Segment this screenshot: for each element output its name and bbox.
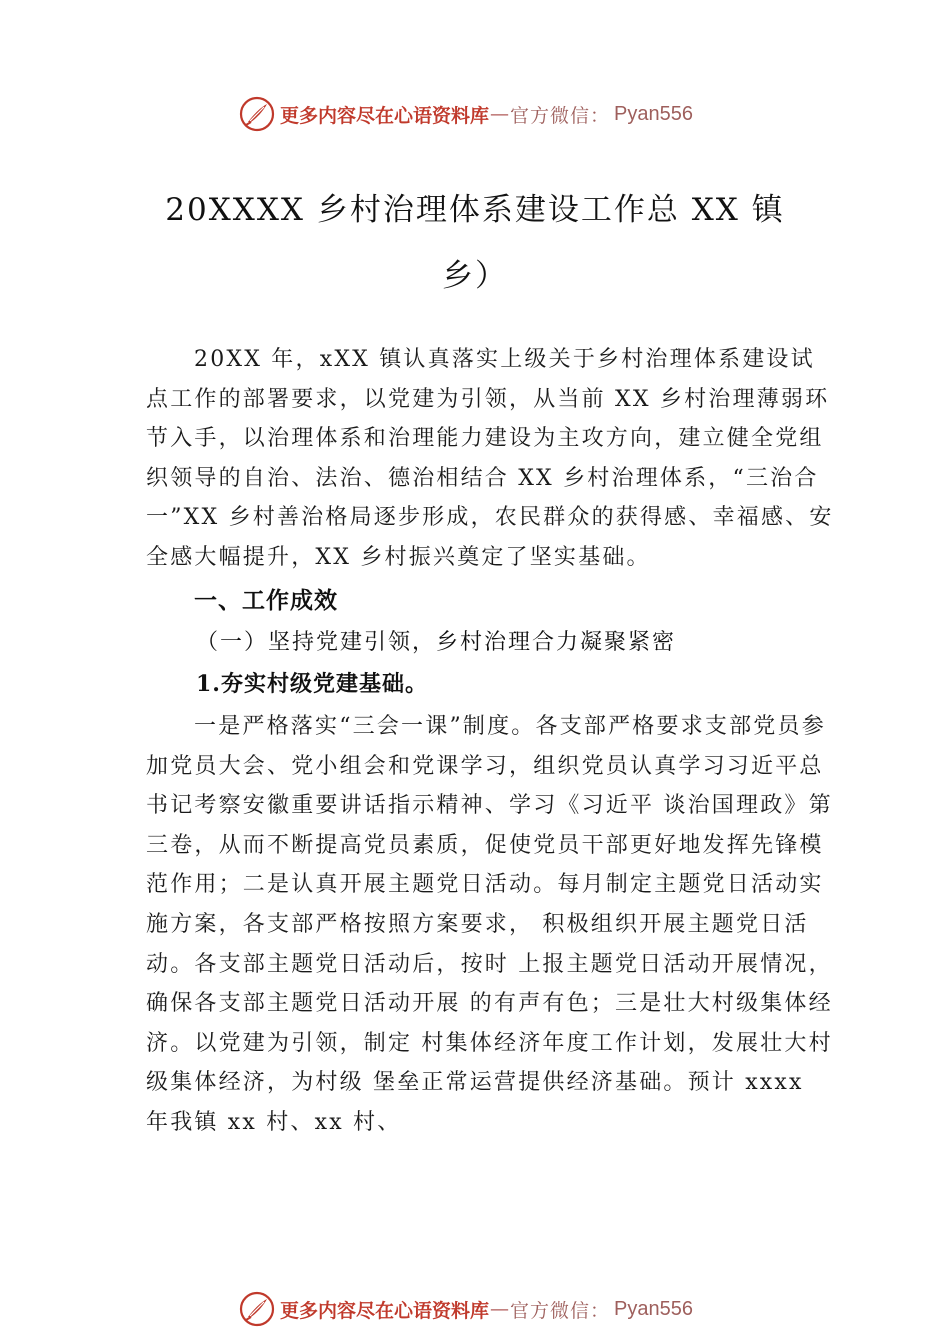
banner-dash: —	[490, 103, 510, 125]
document-title-line1: 20XXXX 乡村治理体系建设工作总 XX 镇	[165, 192, 785, 228]
wechat-label: 官方微信：	[510, 104, 611, 127]
header-watermark-banner	[238, 94, 693, 134]
library-slogan: 更多内容尽在心语资料库	[280, 1299, 490, 1322]
footer-watermark-banner	[238, 1289, 693, 1329]
intro-paragraph: 20XX 年，xXX 镇认真落实上级关于乡村治理体系建设试点工作的部署要求，以党建为引领，从当前 XX 乡村治理薄弱环节入手，以治理体系和治理能力建设为主攻方向，建立健全党组织领导的自治、法治、德治相结合 XX 乡村治理体系，“三治合一”XX 乡村善治格局逐步形成，农民群众的获得感、幸福感、安全感大幅提升，XX 乡村振兴奠定了坚实基础。	[146, 347, 834, 570]
wechat-label: 官方微信：	[510, 1299, 611, 1322]
item-heading: 1.夯实村级党建基础。	[196, 671, 428, 697]
body-paragraph: 一是严格落实“三会一课”制度。各支部严格要求支部党员参加党员大会、党小组会和党课学习，组织党员认真学习习近平总书记考察安徽重要讲话指示精神、学习《习近平 谈治国理政》第三卷，从而不断提高党员素质，促使党员干部更好地发挥先锋模范作用；二是认真开展主题党日活动。每月制定主题党日活动实施方案，各支部严格按照方案要求， 积极组织开展主题党日活动。各支部主题党日活动后，按时 上报主题党日活动开展情况，确保各支部主题党日活动开展 的有声有色；三是壮大村级集体经济。以党建为引领，制定 村集体经济年度工作计划，发展壮大村级集体经济，为村级 堡垒正常运营提供经济基础。预计 xxxx 年我镇 xx 村、xx 村、	[146, 714, 833, 1135]
quill-pen-logo-icon	[238, 1290, 276, 1328]
quill-pen-logo-icon	[238, 95, 276, 133]
library-slogan: 更多内容尽在心语资料库	[280, 104, 490, 127]
document-title-line2: 乡）	[442, 258, 508, 294]
wechat-id: Pyan556	[614, 102, 693, 125]
banner-dash: —	[490, 1298, 510, 1320]
subsection-heading: （一）坚持党建引领，乡村治理合力凝聚紧密	[196, 630, 677, 655]
section-heading: 一、工作成效	[194, 588, 338, 614]
wechat-id: Pyan556	[614, 1297, 693, 1320]
